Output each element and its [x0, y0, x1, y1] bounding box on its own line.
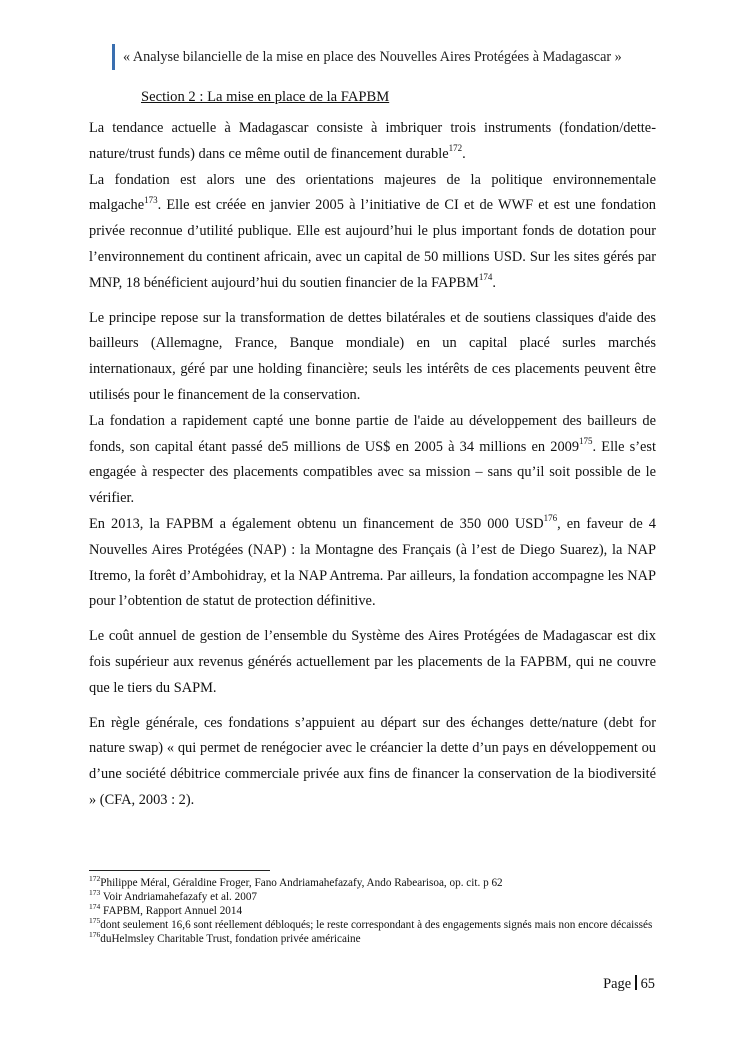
footnote-172: $^{172}$Philippe Méral, Géraldine Froger, Fano Andriamahefazafy, Ando Rabearisoa, op. cit. p 62 — [89, 874, 503, 889]
paragraph-1: La tendance actuelle à Madagascar consiste à imbriquer trois instruments (fondation/dette-nature/trust funds) dans ce même outil de financement durable$^{172}$. — [89, 120, 656, 162]
footnote-174: $^{174}$ FAPBM, Rapport Annuel 2014 — [89, 902, 243, 917]
footnote-divider — [89, 870, 270, 871]
page-number — [603, 974, 655, 994]
page-separator — [635, 975, 637, 990]
running-header-title: « Analyse bilancielle de la mise en place des Nouvelles Aires Protégées à Madagascar » — [123, 49, 622, 65]
footnote-175: $^{175}$dont seulement 16,6 sont réellement débloqués; le reste correspondant à des engagements signés mais non encore décaissés — [89, 916, 653, 931]
footnote-173: $^{173}$ Voir Andriamahefazafy et al. 2007 — [89, 888, 258, 903]
paragraph-7: En règle générale, ces fondations s’appuient au départ sur des échanges dette/nature (debt for nature swap) « qui permet de renégocier avec le créancier la dette d’un pays en développement ou d’une société débitrice commerciale privée aux fins de financer la conservation de la biodiversité » (CFA, 2003 : 2). — [89, 714, 656, 808]
footnote-ref-172[interactable]: 172 — [448, 143, 463, 153]
footnote-176: $^{176}$duHelmsley Charitable Trust, fondation privée américaine — [89, 930, 361, 945]
paragraph-6: Le coût annuel de gestion de l’ensemble du Système des Aires Protégées de Madagascar est dix fois supérieur aux revenus générés actuellement par les placements de la FAPBM, qui ne couvre que le tiers du SAPM. — [89, 628, 656, 696]
paragraph-5: En 2013, la FAPBM a également obtenu un financement de 350 000 USD$^{176}$, en faveur de 4 Nouvelles Aires Protégées (NAP) : la Montagne des Français (à l’est de Diego Suarez), la NAP Itremo, la forêt d’Ambohidray, et la NAP Antrema. Par ailleurs, la fondation accompagne les NAP pour l’obtention de statut de protection définitive. — [89, 513, 656, 610]
body-text — [89, 116, 656, 814]
section-title: Section 2 : La mise en place de la FAPBM — [141, 89, 390, 105]
running-header — [112, 44, 622, 70]
footnote-ref-173[interactable]: 173 — [144, 194, 158, 205]
paragraph-2: La fondation est alors une des orientations majeures de la politique environnementale malgache$^{173}$. Elle est créée en janvier 2005 à l’initiative de CI et de WWF et est une fondation privée reconnue d’utilité publique. Elle est aujourd’hui le plus important fonds de dotation pour l’environnement du continent africain, avec un capital de 50 millions USD. Sur les sites gérés par MNP, 18 bénéficient aujourd’hui du soutien financier de la FAPBM$^{174}$. — [89, 171, 656, 291]
footnote-ref-174[interactable]: 174 — [478, 271, 493, 282]
paragraph-4: La fondation a rapidement capté une bonne partie de l'aide au développement des bailleurs de fonds, son capital étant passé de5 millions de US$ en 2005 à 34 millions en 2009$^{175}$. Elle s’est engagée à respecter des placements compatibles avec sa mission – sans qu’il soit possible de le vérifier. — [89, 412, 656, 507]
paragraph-3: Le principe repose sur la transformation de dettes bilatérales et de soutiens classiques d'aide des bailleurs (Allemagne, France, Banque mondiale) en un capital placé surles marchés internationaux, géré par une holding financière; seuls les intérêts de ces placements peuvent être utilisés pour le financement de la conservation. — [89, 309, 656, 403]
footnote-ref-176[interactable]: 176 — [543, 513, 558, 524]
page-label: Page — [603, 976, 632, 992]
page-number-value: 65 — [640, 976, 655, 992]
footnotes — [89, 876, 656, 946]
footnote-ref-175[interactable]: 175 — [579, 435, 593, 446]
